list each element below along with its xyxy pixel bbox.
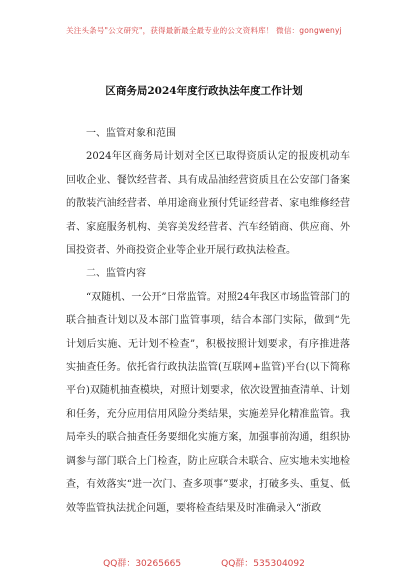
promo-banner: 关注头条号"公文研究"，获得最新最全最专业的公文资料库！ 微信：gongwenyj [66, 26, 342, 35]
qq-group-1: QQ群：30265665 [103, 559, 182, 569]
document-title: 区商务局2024年度行政执法年度工作计划 [105, 85, 303, 97]
section-paragraph-1: 2024年区商务局计划对全区已取得资质认定的报废机动车回收企业、餐饮经营者、具有成品油经营资质且在公安部门备案的散装汽油经营者、单用途商业预付凭证经营者、家电维修经营者、家庭服务机构、美容美发经营者、汽车经销商、供应商、外国投资者、外商投资企业等企业开展行政执法检查。 [66, 151, 350, 257]
document-body [66, 122, 350, 520]
section-heading-1: 一、监管对象和范围 [86, 128, 176, 139]
section-paragraph-2: “双随机、一公开”日常监管。对照24年我区市场监管部门的联合抽查计划以及本部门监管事项，结合本部门实际，做到“先计划后实施、无计划不检查”，积极按照计划要求，有序推进落实抽查任务。依托省行政执法监管(互联网+监管)平台(以下简称平台)双随机抽查模块，对照计划要求，依次设置抽查清单、计划和任务，充分应用信用风险分类结果，实施差异化精准监管。我局牵头的联合抽查任务要细化实施方案，加强事前沟通，组织协调参与部门联合上门检查，防止应联合未联合、应实地未实地检查，有效落实“进一次门、查多项事”要求，打破多头、重复、低效等监管执法扰企问题，要将检查结果及时准确录入“浙政 [66, 291, 350, 514]
footer-contacts [0, 556, 408, 569]
qq-group-2: QQ群：535304092 [221, 559, 305, 569]
section-heading-2: 二、监管内容 [86, 268, 146, 280]
